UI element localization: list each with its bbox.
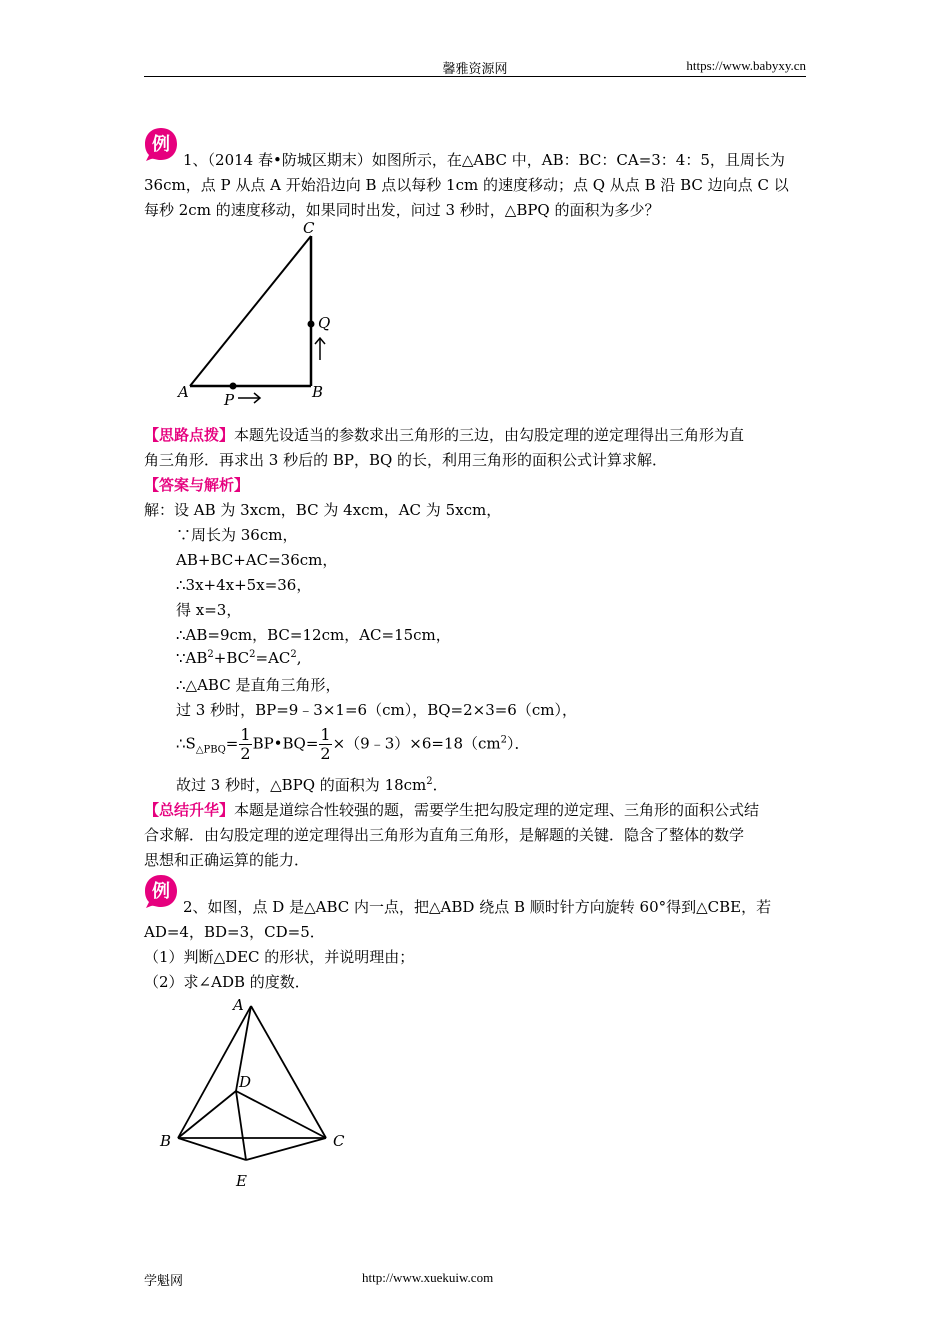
label-a: A <box>178 383 189 401</box>
label-d: D <box>239 1073 252 1091</box>
segment-be <box>178 1138 246 1160</box>
exponent: 2 <box>426 776 433 787</box>
fraction-numerator: 1 <box>240 725 251 744</box>
badge-label: 例 <box>152 134 170 155</box>
step-7: ∴△ABC 是直角三角形， <box>176 676 341 694</box>
exponent: 2 <box>290 649 297 660</box>
arrow-right-icon <box>238 393 260 403</box>
answer-title: 【答案与解析】 <box>144 476 250 494</box>
segment-de <box>236 1091 246 1160</box>
step-10-conclusion <box>176 774 448 795</box>
segment-ce <box>246 1138 326 1160</box>
example1-line1: 1、（2014 春•防城区期末）如图所示，在△ABC 中，AB：BC：CA=3：4：5，且周长为 <box>183 151 785 169</box>
step6-part-b: +BC <box>213 649 250 667</box>
label-q: Q <box>318 314 331 332</box>
step-9-area-formula <box>176 726 530 763</box>
label-p: P <box>224 391 235 409</box>
header-site-name: 馨雅资源网 <box>442 62 508 77</box>
example1-line2: 36cm，点 P 从点 A 开始沿边向 B 点以每秒 1cm 的速度移动；点 Q 从点 B 沿 BC 边向点 C 以 <box>144 176 789 194</box>
figure-right-triangle <box>170 220 340 410</box>
example2-line2: AD=4，BD=3，CD=5． <box>144 923 325 941</box>
step9-product: BP•BQ= <box>252 734 319 753</box>
example-badge-icon <box>143 873 179 909</box>
step10-text: 故过 3 秒时，△BPQ 的面积为 18cm <box>176 776 427 794</box>
fraction-half <box>319 726 331 763</box>
step-5: ∴AB=9cm，BC=12cm，AC=15cm， <box>176 626 451 644</box>
step6-part-c: =AC <box>255 649 291 667</box>
hint-line1 <box>144 424 744 445</box>
segment-bd <box>178 1091 236 1138</box>
step6-part-d: , <box>296 649 302 667</box>
step-4: 得 x=3， <box>176 601 242 619</box>
badge-label: 例 <box>152 881 170 902</box>
example1-line3: 每秒 2cm 的速度移动，如果同时出发，问过 3 秒时，△BPQ 的面积为多少？ <box>144 201 660 219</box>
label-b: B <box>312 383 324 401</box>
example2-question2: （2）求∠ADB 的度数． <box>144 973 310 991</box>
step-8: 过 3 秒时，BP=9﹣3×1=6（cm），BQ=2×3=6（cm）， <box>176 701 577 719</box>
fraction-numerator: 1 <box>320 725 331 744</box>
example2-line1: 2、如图，点 D 是△ABC 内一点，把△ABD 绕点 B 顺时针方向旋转 60°得到△CBE，若 <box>183 898 772 916</box>
step-1: ∵周长为 36cm， <box>176 526 298 544</box>
footer-url-link[interactable]: http://www.xuekuiw.com <box>362 1270 494 1285</box>
step6-part-a: ∵AB <box>176 649 208 667</box>
summary-line1 <box>144 799 759 820</box>
header-url-link[interactable]: https://www.babyxy.cn <box>686 58 806 73</box>
fraction-half <box>239 726 251 763</box>
figure-rotation-triangle <box>150 993 360 1198</box>
label-c: C <box>303 220 315 237</box>
label-e: E <box>236 1172 247 1190</box>
side-ac <box>190 236 311 386</box>
header-divider <box>144 76 806 77</box>
step9-s: ∴S <box>176 734 196 753</box>
footer-site-name: 学魁网 <box>144 1274 184 1289</box>
step9-equals: = <box>225 734 239 753</box>
label-c: C <box>333 1132 345 1150</box>
hint-line2: 角三角形．再求出 3 秒后的 BP，BQ 的长，利用三角形的面积公式计算求解． <box>144 451 668 469</box>
step10-end: ． <box>432 776 448 794</box>
label-a: A <box>233 996 244 1014</box>
fraction-denominator: 2 <box>320 744 331 763</box>
hint-text1: 本题先设适当的参数求出三角形的三边，由勾股定理的逆定理得出三角形为直 <box>234 426 745 444</box>
step-2: AB+BC+AC=36cm， <box>176 551 338 569</box>
solution-intro: 解：设 AB 为 3xcm，BC 为 4xcm，AC 为 5xcm， <box>144 501 502 519</box>
example-badge-icon <box>143 126 179 162</box>
exponent: 2 <box>207 649 214 660</box>
point-p-dot <box>230 383 237 390</box>
step9-end: ）． <box>507 734 530 753</box>
step9-calc: ×（9﹣3）×6=18（cm <box>332 734 501 753</box>
step9-subscript: △PBQ <box>195 744 226 756</box>
summary-text1: 本题是道综合性较强的题，需要学生把勾股定理的逆定理、三角形的面积公式结 <box>234 801 760 819</box>
step-6 <box>176 649 302 667</box>
step-3: ∴3x+4x+5x=36， <box>176 576 312 594</box>
exponent: 2 <box>249 649 256 660</box>
point-q-dot <box>308 321 315 328</box>
exponent: 2 <box>500 734 508 746</box>
label-b: B <box>160 1132 172 1150</box>
summary-title: 【总结升华】 <box>144 801 235 819</box>
hint-title: 【思路点拨】 <box>144 426 235 444</box>
arrow-up-icon <box>315 338 325 360</box>
example2-question1: （1）判断△DEC 的形状，并说明理由； <box>144 948 415 966</box>
summary-line2: 合求解．由勾股定理的逆定理得出三角形为直角三角形，是解题的关键．隐含了整体的数学 <box>144 826 745 844</box>
fraction-denominator: 2 <box>240 744 251 763</box>
summary-line3: 思想和正确运算的能力． <box>144 851 310 869</box>
